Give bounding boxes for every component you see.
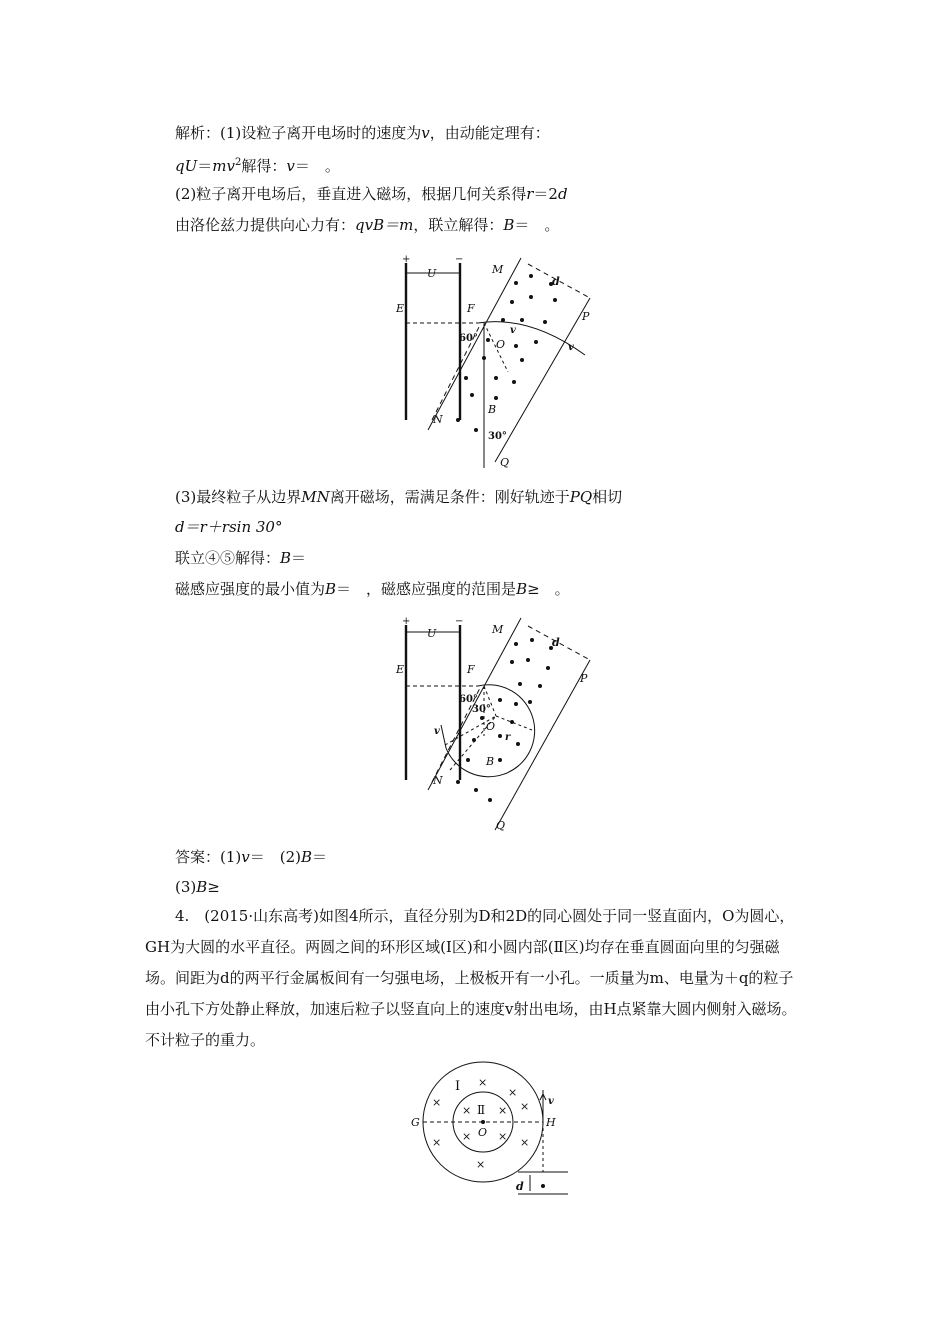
svg-text:×: × (508, 1086, 518, 1099)
fig3-region-I-label: Ⅰ (455, 1079, 461, 1094)
fig2-d-label: d (552, 636, 560, 649)
fig1-E-label: E (396, 302, 405, 315)
fig2-angle60-label: 60° (459, 694, 478, 705)
fig2-M-label: M (492, 623, 504, 636)
svg-text:×: × (432, 1136, 442, 1149)
fig2-plus-label: + (402, 616, 411, 627)
fig3-region-II-label: Ⅱ (477, 1103, 486, 1117)
fig2-v-label: v (434, 726, 440, 737)
fig2-N-label: N (433, 774, 443, 787)
fig1-U-label: U (427, 267, 437, 280)
fig3-v-label: v (548, 1096, 554, 1107)
fig1-O-label: O (496, 338, 506, 351)
svg-text:×: × (498, 1104, 508, 1117)
problem-4-text: 4. (2015·山东高考)如图4所示，直径分别为D和2D的同心圆处于同一竖直面内，O为圆心，GH为大圆的水平直径。两圆之间的环形区域(Ⅰ区)和小圆内部(Ⅱ区)均存在垂直圆面向里的匀强磁场。间距为d的两平行金属板间有一匀强电场，上极板开有一小孔。一质量为m、电量为＋q的粒子由小孔下方处静止释放，加速后粒子以竖直向上的速度v射出电场，由H点紧靠大圆内侧射入磁场。不计粒子的重力。 (145, 907, 797, 1049)
fig1-angle60-label: 60° (459, 333, 478, 344)
fig2-E-label: E (396, 663, 405, 676)
svg-text:×: × (520, 1136, 530, 1149)
fig2-P-label: P (580, 672, 588, 685)
fig2-angle30-label: 30° (472, 704, 491, 715)
fig2-F-label: F (467, 663, 475, 676)
solution-line-5: (3)最终粒子从边界MN离开磁场，需满足条件：刚好轨迹于PQ相切 (175, 488, 623, 506)
solution-line-2: $qU=mv^2$解得：v＝ 。 (175, 157, 340, 175)
fig2-minus-label: − (455, 616, 464, 627)
fig1-Q-label: Q (500, 456, 510, 469)
svg-text:×: × (476, 1158, 486, 1171)
fig3-d-label: d (516, 1180, 524, 1193)
solution-line-8: 磁感应强度的最小值为B＝ ，磁感应强度的范围是B≥ 。 (175, 580, 570, 598)
fig2-B-label: B (486, 755, 495, 768)
fig2-U-label: U (427, 627, 437, 640)
fig2-r-label: r (505, 732, 511, 743)
fig3-O-label: O (478, 1126, 488, 1139)
solution-line-1: 解析：(1)设粒子离开电场时的速度为v，由动能定理有： (175, 124, 550, 142)
fig1-B-label: B (488, 403, 497, 416)
figure-3 (408, 1060, 588, 1200)
solution-line-6: d＝r＋rsin 30° (175, 518, 283, 536)
fig1-M-label: M (492, 263, 504, 276)
svg-text:×: × (498, 1130, 508, 1143)
fig1-v1-label: v (510, 325, 516, 336)
svg-text:×: × (432, 1096, 442, 1109)
svg-text:×: × (520, 1100, 530, 1113)
fig3-G-label: G (411, 1116, 420, 1129)
svg-text:×: × (478, 1076, 488, 1089)
solution-line-7: 联立④⑤解得：B＝ (175, 549, 307, 567)
fig1-v2-label: v (568, 342, 574, 353)
figure-2 (390, 613, 620, 838)
fig1-P-label: P (582, 310, 590, 323)
fig1-plus-label: + (402, 254, 411, 265)
solution-line-3: (2)粒子离开电场后，垂直进入磁场，根据几何关系得r＝2d (175, 185, 568, 203)
svg-text:×: × (462, 1130, 472, 1143)
fig1-F-label: F (467, 302, 475, 315)
answer-line-2: (3)B≥ (175, 878, 220, 896)
fig1-minus-label: − (455, 254, 464, 265)
figure-1 (390, 255, 620, 475)
fig1-angle30-label: 30° (488, 431, 507, 442)
solution-line-4: 由洛伦兹力提供向心力有：qvB＝m，联立解得：B＝ 。 (175, 216, 560, 234)
svg-text:×: × (462, 1104, 472, 1117)
fig1-d-label: d (552, 275, 560, 288)
fig1-N-label: N (433, 413, 443, 426)
fig2-O-label: O (486, 720, 496, 733)
fig3-H-label: H (546, 1116, 556, 1129)
cross-markers (432, 1076, 529, 1171)
fig2-Q-label: Q (496, 819, 506, 832)
answer-line-1: 答案：(1)v＝ (2)B＝ (175, 848, 328, 866)
